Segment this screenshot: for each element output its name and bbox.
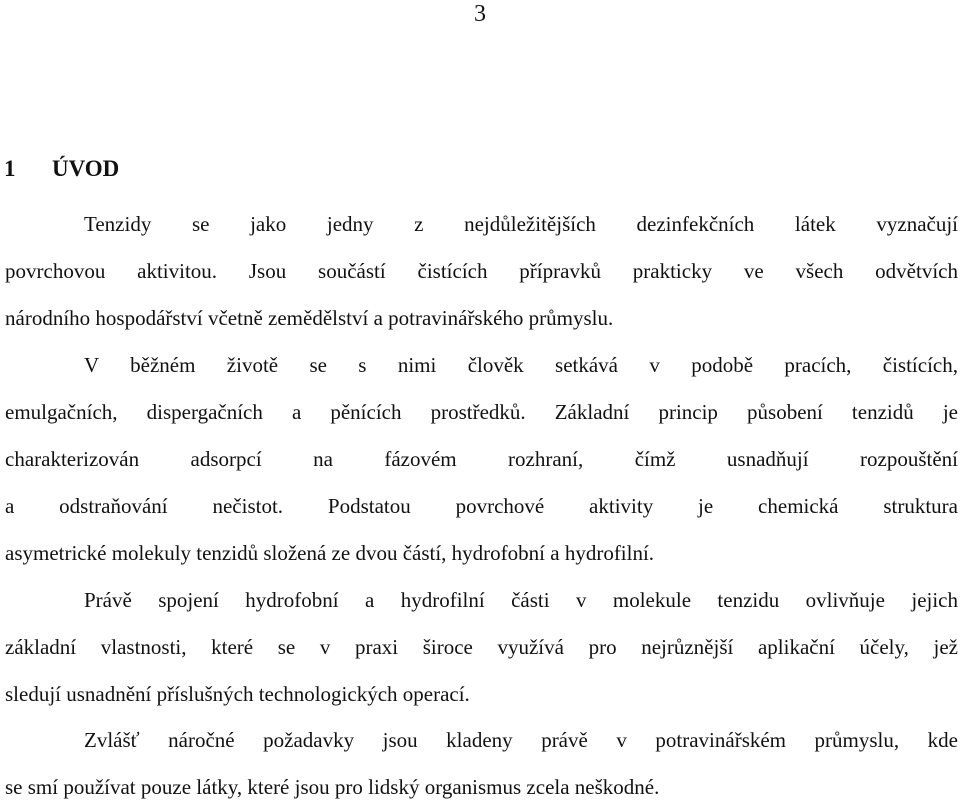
paragraph-line: emulgačních, dispergačních a pěnících prostředků. Základní princip působení tenzidů je [5,400,958,424]
paragraph-line: Zvlášť náročné požadavky jsou kladeny právě v potravinářském průmyslu, kde [84,728,958,752]
paragraph-4 [5,717,958,811]
section-number: 1 [4,156,16,181]
paragraph-1 [5,201,958,342]
paragraph-line: povrchovou aktivitou. Jsou součástí čistících přípravků prakticky ve všech odvětvích [5,259,958,283]
paragraph-line: základní vlastnosti, které se v praxi široce využívá pro nejrůznější aplikační účely, jež [5,635,958,659]
paragraph-line: V běžném životě se s nimi člověk setkává v podobě pracích, čistících, [84,353,958,377]
page-number: 3 [474,1,486,27]
paragraph-line: Právě spojení hydrofobní a hydrofilní části v molekule tenzidu ovlivňuje jejich [84,588,958,612]
paragraph-line: se smí používat pouze látky, které jsou pro lidský organismus zcela neškodné. [5,775,660,799]
paragraph-line: Tenzidy se jako jedny z nejdůležitějších dezinfekčních látek vyznačují [84,212,958,236]
paragraph-3 [5,577,958,718]
section-title: ÚVOD [52,156,120,181]
paragraph-2 [5,342,958,577]
paragraph-line: asymetrické molekuly tenzidů složená ze dvou částí, hydrofobní a hydrofilní. [5,541,655,565]
paragraph-line: národního hospodářství včetně zemědělství a potravinářského průmyslu. [5,306,614,330]
section-heading [4,154,119,184]
paragraph-line: charakterizován adsorpcí na fázovém rozhraní, čímž usnadňují rozpouštění [5,447,958,471]
paragraph-line: sledují usnadnění příslušných technologických operací. [5,682,470,706]
paragraph-line: a odstraňování nečistot. Podstatou povrchové aktivity je chemická struktura [5,494,958,518]
